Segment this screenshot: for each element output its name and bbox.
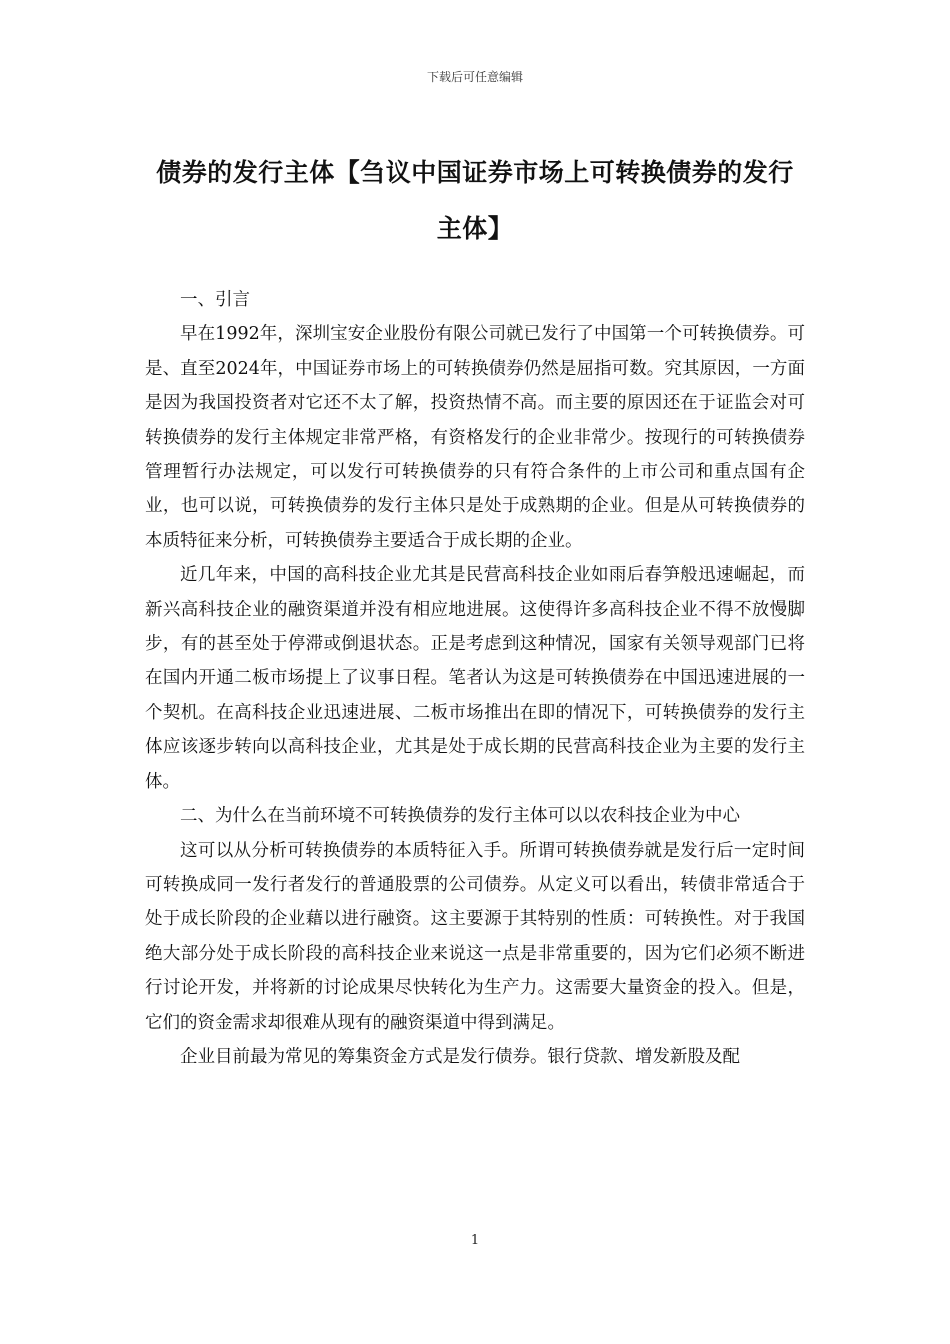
paragraph-2: 近几年来，中国的高科技企业尤其是民营高科技企业如雨后春笋般迅速崛起，而新兴高科技企业的融资渠道并没有相应地进展。这使得许多高科技企业不得不放慢脚步，有的甚至处于停滞或倒退状态。正是考虑到这种情况，国家有关领导观部门已将在国内开通二板市场提上了议事日程。笔者认为这是可转换债券在中国迅速进展的一个契机。在高科技企业迅速进展、二板市场推出在即的情况下，可转换债券的发行主体应该逐步转向以高科技企业，尤其是处于成长期的民营高科技企业为主要的发行主体。 <box>145 565 805 792</box>
document-title: 债券的发行主体【刍议中国证券市场上可转换债券的发行主体】 <box>156 158 794 243</box>
document-body <box>145 283 805 1074</box>
page-number: 1 <box>470 1233 480 1248</box>
header-note: 下载后可任意编辑 <box>426 70 523 84</box>
paragraph-4: 企业目前最为常见的筹集资金方式是发行债券。银行贷款、增发新股及配 <box>180 1046 740 1067</box>
section-heading-introduction: 一、引言 <box>180 290 250 310</box>
paragraph-3: 这可以从分析可转换债券的本质特征入手。所谓可转换债券就是发行后一定时间可转换成同一发行者发行的普通股票的公司债券。从定义可以看出，转债非常适合于处于成长阶段的企业藉以进行融资。这主要源于其特别的性质：可转换性。对于我国绝大部分处于成长阶段的高科技企业来说这一点是非常重要的，因为它们必须不断进行讨论开发，并将新的讨论成果尽快转化为生产力。这需要大量资金的投入。但是，它们的资金需求却很难从现有的融资渠道中得到满足。 <box>145 840 805 1033</box>
section-heading-reason: 二、为什么在当前环境不可转换债券的发行主体可以以农科技企业为中心 <box>180 806 740 827</box>
paragraph-1: 早在1992年，深圳宝安企业股份有限公司就已发行了中国第一个可转换债券。可是、直至2024年，中国证券市场上的可转换债券仍然是屈指可数。究其原因，一方面是因为我国投资者对它还不太了解，投资热情不高。而主要的原因还在于证监会对可转换债券的发行主体规定非常严格，有资格发行的企业非常少。按现行的可转换债券管理暂行办法规定，可以发行可转换债券的只有符合条件的上市公司和重点国有企业，也可以说，可转换债券的发行主体只是处于成熟期的企业。但是从可转换债券的本质特征来分析，可转换债券主要适合于成长期的企业。 <box>145 324 805 551</box>
